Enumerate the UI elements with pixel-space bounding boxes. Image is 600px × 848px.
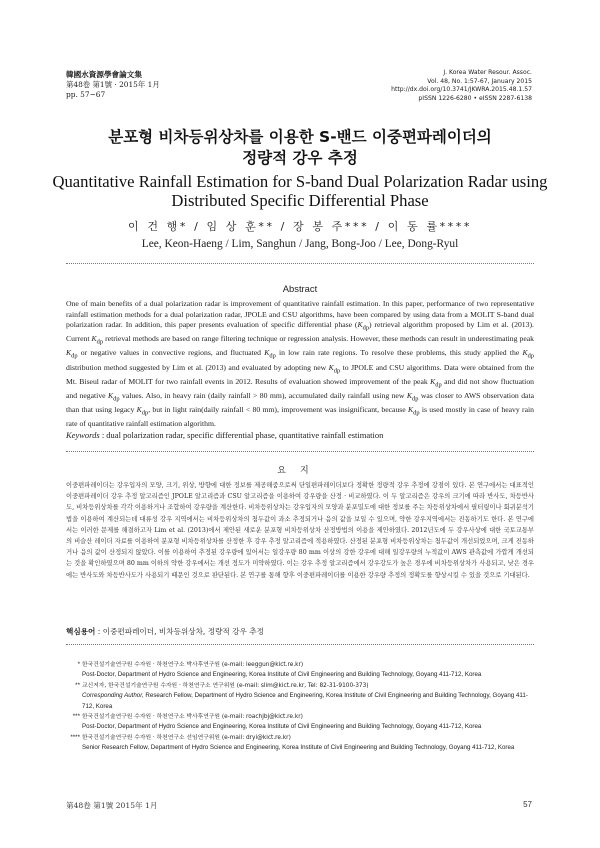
kdp-symbol: $K_{dp}$	[408, 404, 420, 417]
separator-dotted-3	[66, 644, 534, 645]
abstract-text: , but in light rain(daily rainfall < 80 mm), improvement was insignificant, because	[148, 404, 409, 414]
kdp-symbol: $K_{dp}$	[91, 334, 104, 346]
page-range: pp. 57~67	[66, 90, 106, 99]
keywords-english	[66, 430, 534, 440]
abstract-text: in low rain rate regions. To resolve these problems, this study applied the	[275, 348, 523, 358]
kdp-symbol: $K_{dp}$	[264, 348, 276, 360]
korean-abstract-body: 이중편파레이더는 강우입자의 모양, 크기, 위상, 방향에 대한 정보를 제공해줌으로써 단일편파레이더보다 정확한 정량적 강우 추정에 강점이 있다. 본 연구에서는 대표적인 이중편파레이더 강우 추정 알고리즘인 JPOLE 알고리즘과 CSU 알고리즘을 이용하여 강우량을 산정 · 비교하였다. 이 두 알고리즘은 강우의 크기에 따라 반사도, 차등반사도, 비차등위상차를 각각 이용하거나 조합하여 강우량을 계산한다. 비차등위상차는 강우입자의 모양과 분포밀도에 대한 정보를 주는 차등위상차에서 필터링이나 회귀분석기법을 이용하여 계산되는데 대류성 강우 지역에서는 비차등위상차의 첨두값이 과소 추정되거나 음의 값을 보일 수 있으며, 약한 강우지역에서는 진동하기도 한다. 본 연구에서는 이러한 문제를 해결하고자 Lim et al. (2013)에서 제안된 새로운 분포형 비차등위상차 산정방법의 이용을 제안하였다. 2012년도에 두 강우사상에 대한 국토교통부의 비슬산 레이더 자료를 이용하여 분포형 비차등위상차를 산정한 후 강우 추정 알고리즘에 적용하였다. 산정된 분포형 비차등위상차는 첨두값이 개선되었으며, 크게 진동하거나 음의 값이 산정되지 않았다. 이를 이용하여 추정된 강우량에 있어서는 일강우량 80 mm 이상의 강한 강우에 대해 일강우량의 누적값이 AWS 관측값에 가깝게 개선되는 것을 확인하였으며 80 mm 이하의 약한 강우에서는 개선 정도가 미약하였다. 이는 강우 추정 알고리즘에서 강우강도가 높은 경우에 비차등위상차가 사용되고, 낮은 경우에는 반사도와 차등반사도가 사용되기 때문인 것으로 판단된다. 본 연구를 통해 향후 이중편파레이더를 이용한 강우량 추정의 정확도를 향상시킬 수 있을 것으로 기대된다.	[66, 482, 534, 579]
separator-dotted-1	[66, 263, 534, 264]
issn: pISSN 1226-6280 • eISSN 2287-6138	[418, 94, 532, 102]
doi-link[interactable]: http://dx.doi.org/10.3741/JKWRA.2015.48.1.57	[391, 86, 532, 94]
footnote-item	[66, 681, 534, 712]
footnote-english: Senior Research Fellow, Department of Hydro Science and Engineering, Korea Institute of Civil Engineering and Building Technology, Goyang 411-712, Korea	[82, 744, 515, 752]
journal-name-korean: 韓國水資源學會論文集	[66, 70, 142, 79]
journal-header-korean	[66, 70, 160, 100]
abstract-text: values. Also, in heavy rain (daily rainfall > 80 mm), accumulated daily rainfall using new	[119, 390, 407, 400]
footnote-english	[82, 691, 534, 712]
footnote-english: Post-Doctor, Department of Hydro Science and Engineering, Korea Institute of Civil Engineering and Building Technology, Goyang 411-712, Korea	[82, 671, 482, 679]
footnote-mark: ***	[72, 713, 80, 721]
abstract-text: or negative values in convective regions, and fluctuated	[77, 348, 265, 358]
footnote-item	[66, 660, 534, 681]
keywords-korean	[66, 626, 534, 637]
title-english-line-2: Distributed Specific Differential Phase	[171, 190, 429, 210]
keywords-text: : dual polarization radar, specific differential phase, quantitative rainfall estimation	[99, 430, 384, 440]
footnote-item	[66, 733, 534, 754]
title-korean-line-1: 분포형 비차등위상차를 이용한 S-밴드 이중편파레이더의	[108, 128, 492, 146]
abstract-heading: Abstract	[282, 283, 318, 294]
kdp-symbol: $K_{dp}$	[430, 376, 442, 389]
abstract-text: One of main benefits of a dual polarization radar is improvement of quantitative rainfall estimation. In this paper, performance of two representative rainfall estimation methods for a dual polarization radar, JPOLE and CSU algorithms, have been compared by using data from a MOLIT S-band dual polarization radar. In addition, this paper presents evaluation of specific differential phase (	[66, 299, 534, 330]
page-number: 57	[523, 800, 532, 809]
abstract-text: retrieval methods are based on range filtering technique or regression analysis. However, these methods can result in underestimating peak	[103, 334, 534, 344]
abstract-text: distribution method suggested by Lim et al. (2013) and evaluated by adopting new	[66, 362, 329, 372]
title-korean-line-2: 정량적 강우 추정	[242, 149, 358, 167]
author-footnotes	[66, 660, 534, 754]
abstract-text: ) retrieval algorithm proposed by Lim et al. (2013). Current	[66, 320, 534, 344]
kdp-symbol: $K_{dp}$	[136, 404, 149, 417]
keywords-label: Keywords	[66, 430, 100, 440]
abstract-text: and did not show fluctuation and negative	[66, 376, 535, 400]
kdp-symbol: $K_{dp}$	[357, 320, 370, 332]
keywords-korean-text: : 이중편파레이더, 비차등위상차, 정량적 강우 추정	[95, 627, 264, 636]
title-korean	[0, 127, 600, 169]
footnote-english-italic: Corresponding Author,	[82, 692, 144, 700]
keywords-korean-label: 핵심용어	[66, 627, 96, 636]
authors-english: Lee, Keon-Haeng / Lim, Sanghun / Jang, Bong-Joo / Lee, Dong-Ryul	[141, 238, 459, 250]
footnote-english-rest: Research Fellow, Department of Hydro Science and Engineering, Korea Institute of Civil Engineering and Building Technology, Goyang 411-712, Korea	[82, 692, 528, 710]
volume-korean: 第48卷 第1號 · 2015年 1月	[66, 80, 160, 89]
kdp-symbol: $K_{dp}$	[406, 390, 419, 403]
kdp-symbol: $K_{dp}$	[66, 348, 78, 360]
footnote-item	[66, 712, 534, 733]
authors-korean: 이 건 행* / 임 상 훈** / 장 봉 주*** / 이 동 률****	[128, 220, 472, 233]
footnote-korean: 한국건설기술연구원 수자원 · 하천연구소 박사후연구원 (e-mail: roachjbj@kict.re.kr)	[82, 714, 303, 721]
korean-abstract-heading: 요지	[277, 466, 323, 476]
footnote-korean: 한국건설기술연구원 수자원 · 하천연구소 선임연구위원 (e-mail: dryi@kict.re.kr)	[82, 734, 291, 741]
abstract-text: was closer to AWS observation data than that using legacy	[66, 390, 534, 414]
abstract-body	[66, 299, 534, 430]
footnote-english: Post-Doctor, Department of Hydro Science and Engineering, Korea Institute of Civil Engineering and Building Technology, Goyang 411-712, Korea	[82, 723, 482, 731]
title-english-line-1: Quantitative Rainfall Estimation for S-band Dual Polarization Radar using	[52, 172, 548, 191]
kdp-symbol: $K_{dp}$	[108, 390, 120, 403]
footnote-korean: 한국건설기술연구원 수자원 · 하천연구소 박사후연구원 (e-mail: leeggun@kict.re.kr)	[82, 662, 304, 668]
footnote-mark: **	[75, 681, 80, 689]
kdp-symbol: $K_{dp}$	[522, 348, 534, 360]
abstract-text: is used mostly in case of heavy rain rate of quantitative rainfall estimation algorithm.	[66, 404, 534, 429]
abstract-text: to JPOLE and CSU algorithms. Data were obtained from the Mt. Biseul radar of MOLIT for two rainfall events in 2012. Results of evaluation showed improvement of the peak	[66, 362, 534, 386]
footnote-mark: *	[77, 661, 80, 668]
separator-dotted-2	[66, 451, 534, 452]
footer-volume: 第48卷 第1號 2015年 1月	[66, 801, 158, 810]
title-english	[0, 173, 600, 210]
volume-english: Vol. 48, No. 1:57-67, January 2015	[427, 77, 532, 85]
footnote-korean: 교신저자, 한국건설기술연구원 수자원 · 하천연구소 연구위원 (e-mail: slim@kict.re.kr, Tel: 82-31-9100-373)	[82, 682, 369, 689]
journal-name-english: J. Korea Water Resour. Assoc.	[443, 69, 532, 76]
kdp-symbol: $K_{dp}$	[328, 362, 341, 375]
journal-header-english	[391, 69, 532, 103]
footnote-mark: ****	[70, 733, 80, 741]
